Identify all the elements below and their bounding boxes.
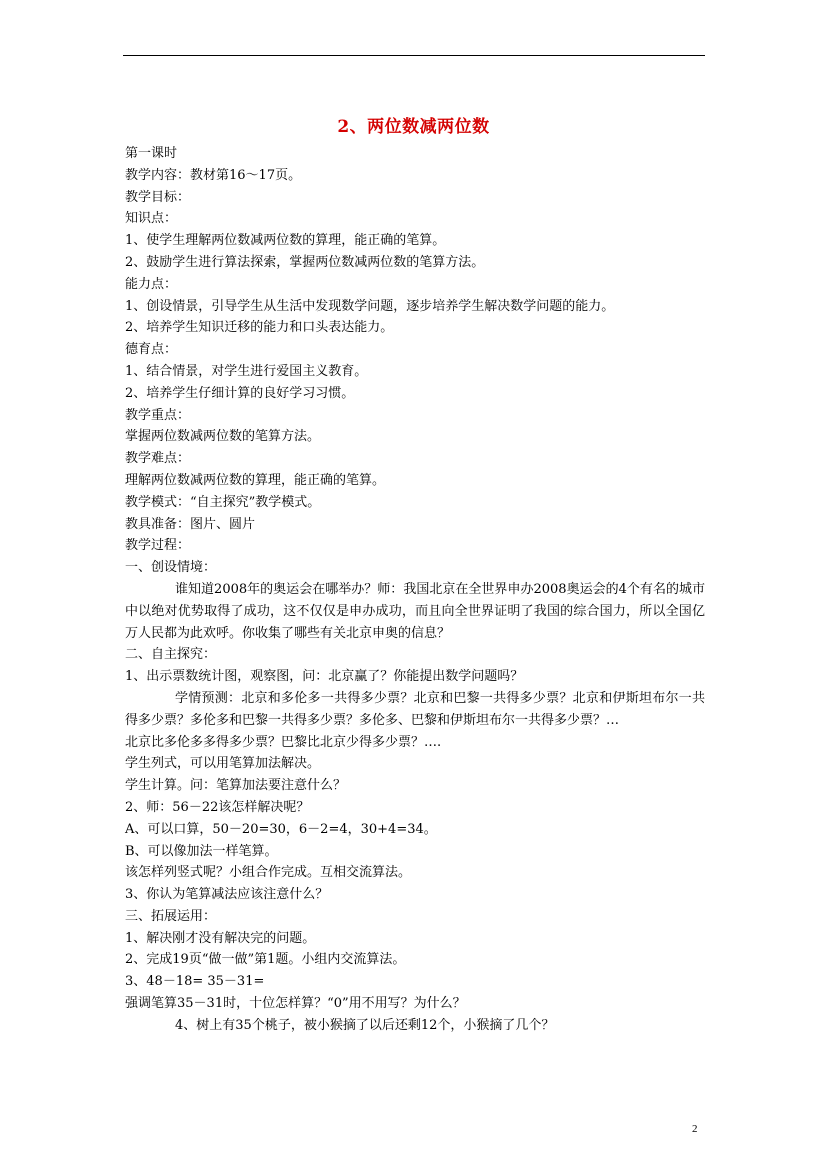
header-rule xyxy=(123,55,705,56)
text-line: 1、出示票数统计图，观察图，问：北京赢了？你能提出数学问题吗？ xyxy=(125,669,524,685)
text-line: 3、你认为笔算减法应该注意什么？ xyxy=(125,887,329,903)
page-title: 2、两位数减两位数 xyxy=(337,117,490,137)
paragraph-context: 谁知道2008年的奥运会在哪举办？师：我国北京在全世界申办2008奥运会的4个有名的城市中以绝对优势取得了成功，这不仅仅是申办成功，而且向全世界证明了我国的综合国力，所以全国亿万人民都为此欢呼。你收集了哪些有关北京申奥的信息？ xyxy=(125,581,705,641)
text-line: 2、培养学生仔细计算的良好学习习惯。 xyxy=(125,385,355,401)
lines-block-b xyxy=(125,644,705,688)
text-line: 教学过程： xyxy=(125,538,191,554)
paragraph-prediction: 学情预测：北京和多伦多一共得多少票？北京和巴黎一共得多少票？北京和伊斯坦布尔一共得多少票？多伦多和巴黎一共得多少票？多伦多、巴黎和伊斯坦布尔一共得多少票？… xyxy=(125,690,705,728)
text-line: 教学目标： xyxy=(125,189,191,205)
text-line: 1、结合情景，对学生进行爱国主义教育。 xyxy=(125,363,368,379)
text-line: 北京比多伦多多得多少票？巴黎比北京少得多少票？…. xyxy=(125,734,442,750)
text-line: 二、自主探究： xyxy=(125,647,217,663)
text-line: 1、解决刚才没有解决完的问题。 xyxy=(125,930,316,946)
text-line: 学生列式，可以用笔算加法解决。 xyxy=(125,756,321,772)
text-line: 教具准备：图片、圆片 xyxy=(125,516,256,532)
text-line: 理解两位数减两位数的算理，能正确的笔算。 xyxy=(125,472,386,488)
page-number: 2 xyxy=(692,1123,698,1135)
text-line: 2、培养学生知识迁移的能力和口头表达能力。 xyxy=(125,320,394,336)
text-line: 教学重点： xyxy=(125,407,191,423)
lines-block-c xyxy=(125,732,705,1015)
lines-block-a xyxy=(125,143,705,579)
text-line: 2、完成19页“做一做”第1题。小组内交流算法。 xyxy=(125,952,406,968)
document-body xyxy=(125,143,705,1037)
text-line: 教学内容：教材第16～17页。 xyxy=(125,167,302,183)
text-line: 2、鼓励学生进行算法探索，掌握两位数减两位数的笔算方法。 xyxy=(125,254,485,270)
text-line: A、可以口算，50－20=30，6－2=4，30+4=34。 xyxy=(125,821,437,837)
text-line: 学生计算。问：笔算加法要注意什么？ xyxy=(125,778,347,794)
text-line: 1、创设情景，引导学生从生活中发现数学问题，逐步培养学生解决数学问题的能力。 xyxy=(125,298,615,314)
text-line: B、可以像加法一样笔算。 xyxy=(125,843,278,859)
text-line: 知识点： xyxy=(125,211,178,227)
text-line: 教学难点： xyxy=(125,451,191,467)
last-line: 4、树上有35个桃子，被小猴摘了以后还剩12个，小猴摘了几个？ xyxy=(175,1017,555,1033)
text-line: 能力点： xyxy=(125,276,178,292)
text-line: 三、拓展运用： xyxy=(125,908,217,924)
text-line: 掌握两位数减两位数的笔算方法。 xyxy=(125,429,321,445)
text-line: 强调笔算35－31时，十位怎样算？“0”用不用写？为什么？ xyxy=(125,996,466,1012)
text-line: 1、使学生理解两位数减两位数的算理，能正确的笔算。 xyxy=(125,233,446,249)
text-line: 第一课时 xyxy=(125,146,178,161)
text-line: 德育点： xyxy=(125,342,178,358)
text-line: 一、创设情境： xyxy=(125,560,217,576)
text-line: 3、48－18= 35－31= xyxy=(125,974,265,990)
text-line: 教学模式：“自主探究”教学模式。 xyxy=(125,494,321,510)
text-line: 2、师：56－22该怎样解决呢？ xyxy=(125,799,310,815)
text-line: 该怎样列竖式呢？小组合作完成。互相交流算法。 xyxy=(125,865,412,881)
